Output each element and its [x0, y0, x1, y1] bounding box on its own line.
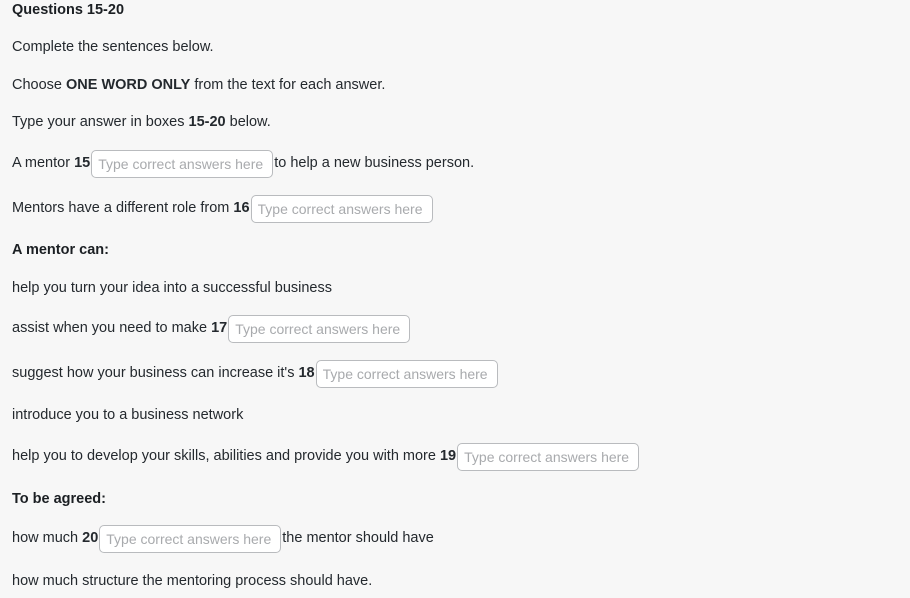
instruction-complete-sentences	[12, 39, 214, 56]
question-17-number: 17	[211, 320, 228, 337]
question-15-row	[12, 150, 474, 178]
question-19-text-before: help you to develop your skills, abilities and provide you with more	[12, 448, 440, 465]
instruction-choose-suffix: from the text for each answer.	[190, 77, 386, 93]
question-18-number: 18	[298, 365, 315, 382]
instruction-choose-prefix: Choose	[12, 77, 67, 93]
answer-input-20[interactable]	[99, 525, 281, 553]
answer-input-18[interactable]	[316, 360, 498, 388]
instruction-text: Complete the sentences below.	[12, 39, 214, 55]
page-title: Questions 15-20	[12, 2, 125, 18]
answer-input-16[interactable]	[251, 195, 433, 223]
question-18-row	[12, 360, 499, 388]
question-15-text-before: A mentor	[12, 155, 75, 172]
question-15-number: 15	[74, 155, 91, 172]
question-18-text-before: suggest how your business can increase it's	[12, 365, 299, 382]
section-heading-to-be-agreed: To be agreed:	[12, 491, 106, 507]
instruction-type-suffix: below.	[225, 114, 271, 130]
question-20-text-after: the mentor should have	[282, 530, 434, 547]
mentor-item-4-text: introduce you to a business network	[12, 407, 244, 423]
question-20-row	[12, 525, 434, 553]
instruction-choose-emphasis: ONE WORD ONLY	[66, 77, 191, 93]
question-20-number: 20	[82, 530, 99, 547]
section-heading-a-mentor-can: A mentor can:	[12, 242, 109, 258]
instruction-type-prefix: Type your answer in boxes	[12, 114, 189, 130]
agreed-item-2	[12, 573, 372, 590]
answer-input-19[interactable]	[457, 443, 639, 471]
question-16-number: 16	[233, 200, 250, 217]
answer-input-17[interactable]	[228, 315, 410, 343]
instruction-type-range: 15-20	[188, 114, 226, 130]
question-15-text-after: to help a new business person.	[274, 155, 475, 172]
question-17-row	[12, 315, 411, 343]
mentor-item-1	[12, 280, 332, 297]
instruction-choose-one-word	[12, 77, 385, 94]
mentor-item-4	[12, 407, 243, 424]
mentor-item-1-text: help you turn your idea into a successful business	[12, 280, 332, 296]
question-19-number: 19	[439, 448, 457, 465]
instruction-type-answers	[12, 114, 271, 131]
question-16-row	[12, 195, 434, 223]
question-16-text-before: Mentors have a different role from	[12, 200, 234, 217]
agreed-item-2-text: how much structure the mentoring process should have.	[12, 573, 373, 589]
question-17-text-before: assist when you need to make	[12, 320, 212, 337]
answer-input-15[interactable]	[91, 150, 273, 178]
question-19-row	[12, 443, 640, 471]
question-20-text-before: how much	[12, 530, 83, 547]
